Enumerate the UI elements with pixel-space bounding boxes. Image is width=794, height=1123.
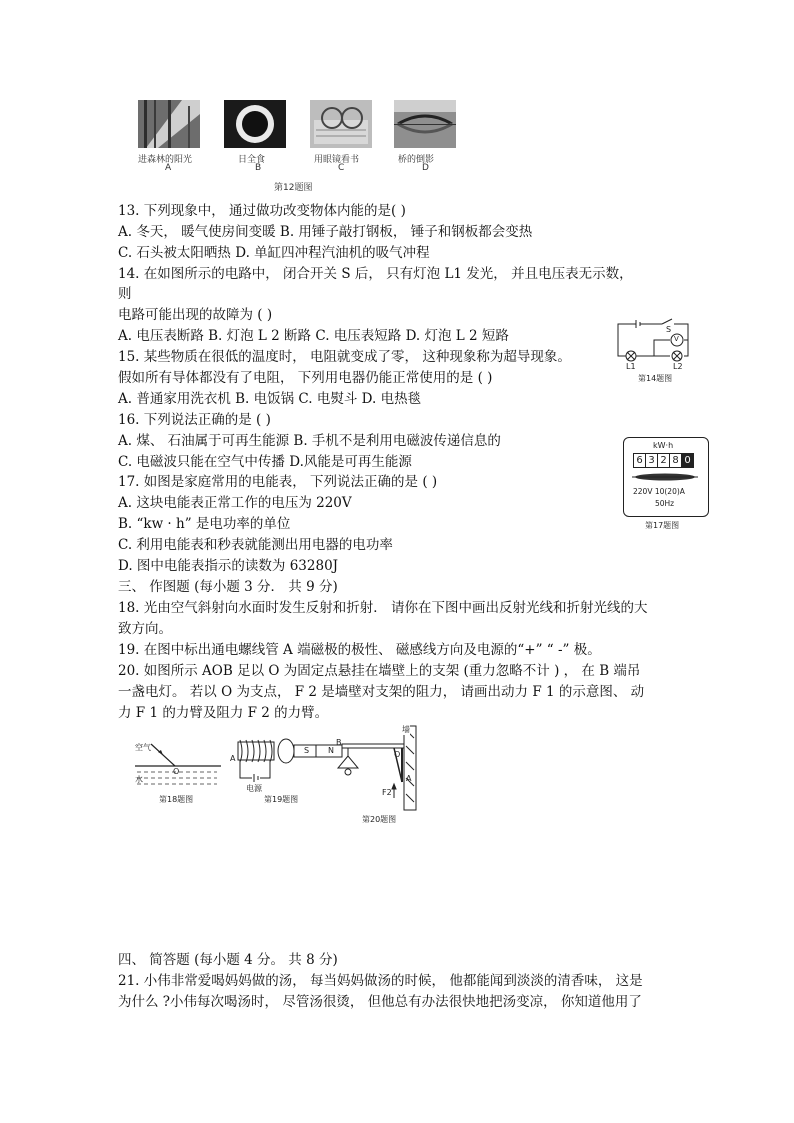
label-voltmeter-v: V bbox=[674, 335, 679, 343]
caption-c: 用眼镜看书 bbox=[314, 155, 360, 165]
photo-forest-sunlight bbox=[138, 100, 200, 148]
figure-12-title: 第12题图 bbox=[274, 183, 313, 193]
figure-14 bbox=[614, 316, 696, 382]
caption-b: 日全食 bbox=[238, 155, 266, 165]
q17-option-d: D. 图中电能表指示的读数为 63280J bbox=[118, 558, 339, 574]
q14-options: A. 电压表断路 B. 灯泡 L 2 断路 C. 电压表短路 D. 灯泡 L 2 短路 bbox=[118, 328, 509, 344]
label-s-pole: S bbox=[304, 746, 310, 755]
figure-18-title: 第18题图 bbox=[159, 795, 194, 804]
circuit-diagram bbox=[614, 316, 696, 366]
label-power-source: 电源 bbox=[246, 784, 262, 793]
meter-digit: 2 bbox=[658, 453, 670, 468]
figure-20 bbox=[334, 724, 424, 828]
photo-reading-glasses bbox=[310, 100, 372, 148]
section-3-title: 三、 作图题 (每小题 3 分． 共 9 分) bbox=[118, 579, 338, 595]
q17-option-c: C. 利用电能表和秒表就能测出用电器的电功率 bbox=[118, 537, 393, 553]
q17-option-b: B. “kw · h” 是电功率的单位 bbox=[118, 516, 291, 532]
meter-digit-decimal: 0 bbox=[682, 453, 694, 468]
label-water: 水 bbox=[135, 775, 143, 784]
q13-stem: 13. 下列现象中， 通过做功改变物体内能的是( ) bbox=[118, 203, 406, 219]
meter-spec: 220V 10(20)A bbox=[633, 487, 685, 496]
q20-line-2: 一盏电灯。 若以 O 为支点， F 2 是墙壁对支架的阻力， 请画出动力 F 1 的示意图、 动 bbox=[118, 684, 645, 700]
q20-line-1: 20. 如图所示 AOB 足以 O 为固定点悬挂在墙壁上的支架 (重力忽略不计 ) ， 在 B 端吊 bbox=[118, 663, 641, 679]
label-wall: 墙 bbox=[402, 725, 410, 734]
solenoid-diagram bbox=[230, 730, 350, 788]
label-n-pole: N bbox=[328, 746, 334, 755]
q16-options-1: A. 煤、 石油属于可再生能源 B. 手机不是利用电磁波传递信息的 bbox=[118, 433, 501, 449]
letter-c: C bbox=[338, 163, 345, 173]
figure-17 bbox=[623, 437, 711, 533]
meter-digit: 6 bbox=[633, 453, 646, 468]
q18-line-2: 致方向。 bbox=[118, 621, 172, 637]
caption-d: 桥的倒影 bbox=[398, 155, 435, 165]
label-o: O bbox=[394, 750, 401, 759]
section-4-title: 四、 简答题 (每小题 4 分。 共 8 分) bbox=[118, 952, 338, 968]
meter-frequency: 50Hz bbox=[655, 499, 675, 508]
letter-d: D bbox=[422, 163, 429, 173]
letter-b: B bbox=[255, 163, 262, 173]
label-f2: F2 bbox=[382, 788, 392, 797]
figure-18 bbox=[133, 738, 223, 806]
bracket-diagram bbox=[334, 724, 424, 812]
q21-line-1: 21. 小伟非常爱喝妈妈做的汤， 每当妈妈做汤的时候， 他都能闻到淡淡的清香味， 这是 bbox=[118, 973, 643, 989]
q16-stem: 16. 下列说法正确的是 ( ) bbox=[118, 412, 271, 428]
meter-disc bbox=[630, 471, 700, 483]
label-point-o: O bbox=[173, 767, 180, 776]
photo-solar-eclipse bbox=[224, 100, 286, 148]
label-l1: L1 bbox=[626, 362, 636, 371]
figure-19 bbox=[230, 730, 350, 806]
meter-digit: 3 bbox=[646, 453, 658, 468]
label-end-a: A bbox=[230, 754, 236, 763]
q13-options-2: C. 石头被太阳晒热 D. 单缸四冲程汽油机的吸气冲程 bbox=[118, 245, 430, 261]
q16-options-2: C. 电磁波只能在空气中传播 D.风能是可再生能源 bbox=[118, 454, 412, 470]
letter-a: A bbox=[165, 163, 172, 173]
label-switch-s: S bbox=[666, 325, 672, 334]
q15-stem-2: 假如所有导体都没有了电阻， 下列用电器仍能正常使用的是 ( ) bbox=[118, 370, 493, 386]
q17-stem: 17. 如图是家庭常用的电能表， 下列说法正确的是 ( ) bbox=[118, 474, 438, 490]
q19-line-1: 19. 在图中标出通电螺线管 A 端磁极的极性、 磁感线方向及电源的“+” “ -” 极。 bbox=[118, 642, 601, 658]
q15-options: A. 普通家用洗衣机 B. 电饭锅 C. 电熨斗 D. 电热毯 bbox=[118, 391, 422, 407]
meter-digit: 8 bbox=[670, 453, 682, 468]
q17-option-a: A. 这块电能表正常工作的电压为 220V bbox=[118, 495, 352, 511]
figure-17-title: 第17题图 bbox=[645, 521, 680, 530]
q20-line-3: 力 F 1 的力臂及阻力 F 2 的力臂。 bbox=[118, 705, 329, 721]
label-b: B bbox=[336, 738, 342, 747]
q14-stem-3: 电路可能出现的故障为 ( ) bbox=[118, 307, 273, 323]
photo-bridge-reflection bbox=[394, 100, 456, 148]
meter-unit: kW·h bbox=[653, 441, 674, 450]
q13-options-1: A. 冬天， 暖气使房间变暖 B. 用锤子敲打钢板， 锤子和钢板都会变热 bbox=[118, 224, 533, 240]
caption-a: 进森林的阳光 bbox=[138, 155, 193, 165]
label-air: 空气 bbox=[135, 743, 151, 752]
q14-stem-1: 14. 在如图所示的电路中， 闭合开关 S 后， 只有灯泡 L1 发光， 并且电压表无示数， bbox=[118, 266, 633, 282]
label-l2: L2 bbox=[673, 362, 683, 371]
figure-12 bbox=[138, 100, 458, 195]
q21-line-2: 为什么 ?小伟每次喝汤时， 尽管汤很烫， 但他总有办法很快地把汤变凉， 你知道他用了 bbox=[118, 994, 642, 1010]
meter-digits bbox=[633, 453, 694, 468]
figure-20-title: 第20题图 bbox=[362, 815, 397, 824]
figure-14-title: 第14题图 bbox=[638, 374, 673, 383]
q15-stem-1: 15. 某些物质在很低的温度时， 电阻就变成了零， 这种现象称为超导现象。 bbox=[118, 349, 571, 365]
label-a: A bbox=[406, 774, 412, 783]
q14-stem-2: 则 bbox=[118, 286, 132, 302]
figure-19-title: 第19题图 bbox=[264, 795, 299, 804]
q18-line-1: 18. 光由空气斜射向水面时发生反射和折射． 请你在下图中画出反射光线和折射光线的大 bbox=[118, 600, 648, 616]
